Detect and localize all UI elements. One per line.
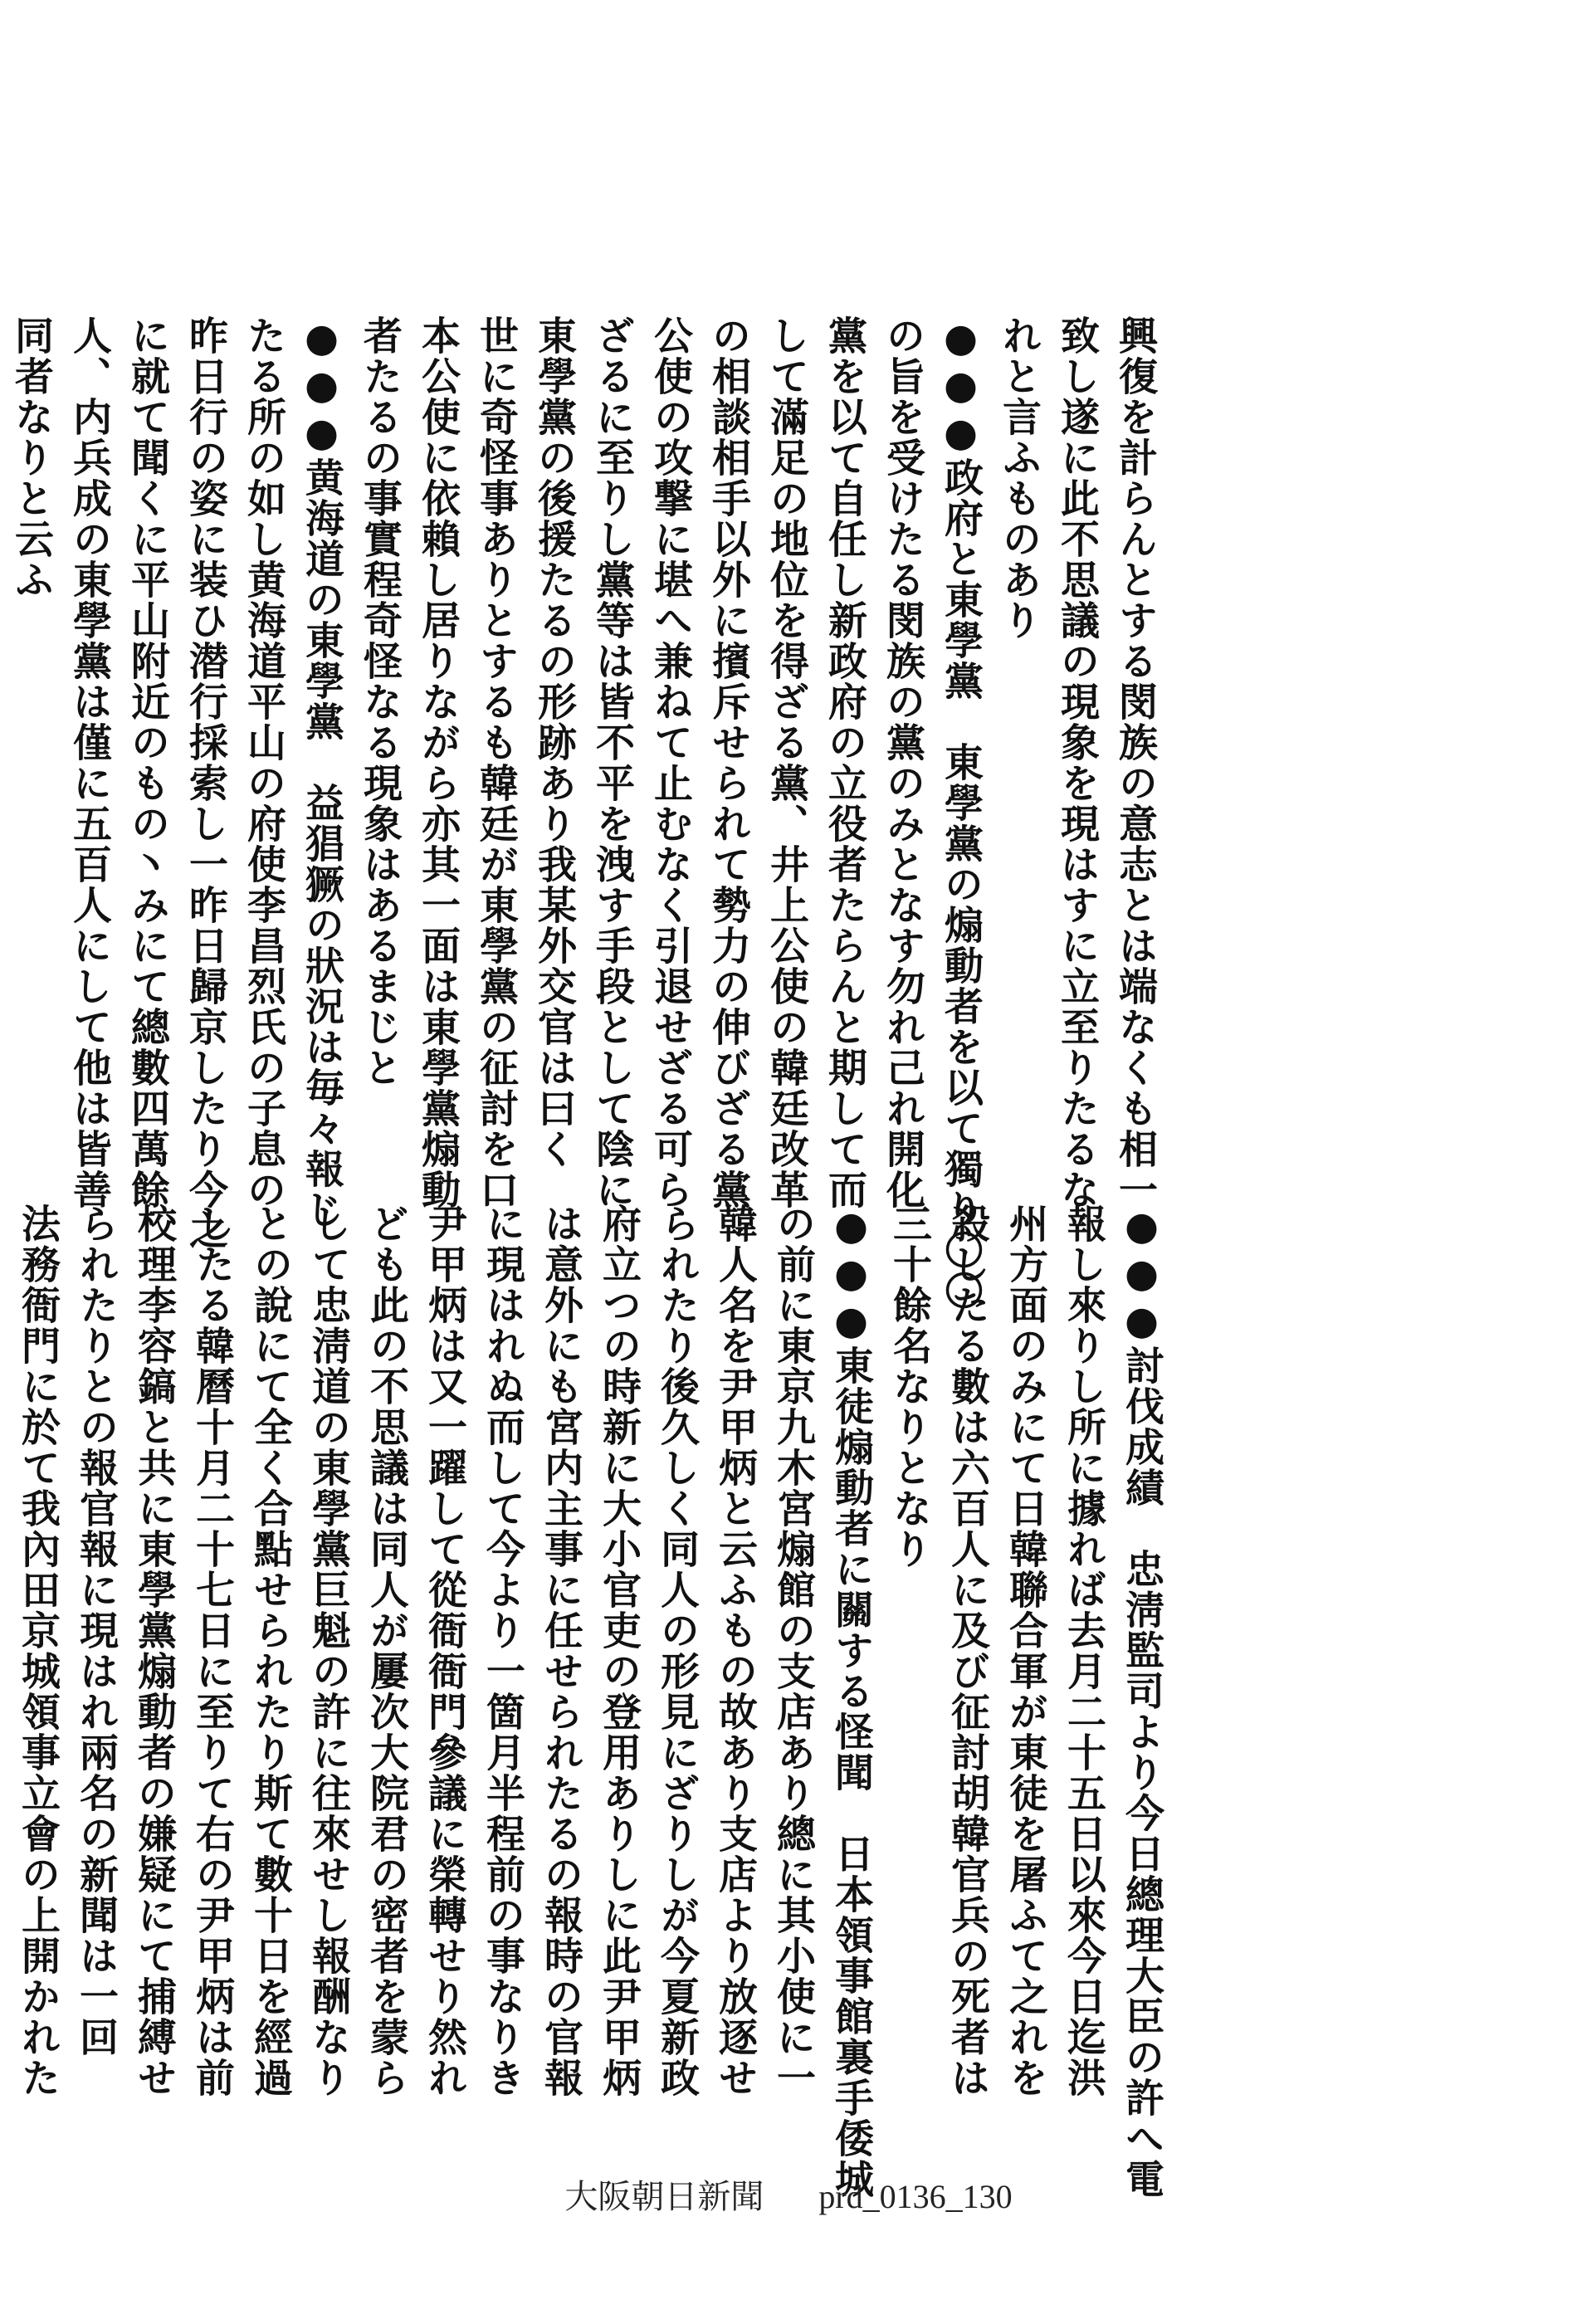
text-column: 州方面のみにて日韓聯合軍が東徒を屠ふて之れを bbox=[1003, 1204, 1048, 2098]
text-column: 府立つの時新に大小官吏の登用ありしに此尹甲炳 bbox=[596, 1204, 642, 2098]
article-top-block bbox=[8, 315, 1164, 1311]
text-column: 者たるの事實程奇怪なる現象はあるまじと bbox=[357, 315, 403, 1088]
text-column: に就て聞くに平山附近のもの丶みにて總數四萬餘 bbox=[124, 315, 170, 1210]
text-column: 黨を以て自任し新政府の立役者たらんと期して而 bbox=[822, 315, 867, 1210]
page-footer bbox=[0, 2170, 1577, 2218]
text-column: られたりとの報官報に現はれ兩名の新聞は一回 bbox=[73, 1204, 119, 2058]
text-column: の旨を受けたる閔族の黨のみとなす勿れ己れ開化 bbox=[880, 315, 925, 1210]
text-column: ざるに至りし黨等は皆不平を洩す手段として陰に bbox=[589, 315, 635, 1210]
page-identifier: prd_0136_130 bbox=[818, 2178, 1013, 2215]
text-column: 尹甲炳は又一躍して從衙衙門參議に榮轉せり然れ bbox=[422, 1204, 467, 2098]
text-column: 本公使に依賴し居りながら亦其一面は東學黨煽動 bbox=[415, 315, 461, 1210]
text-column: して忠淸道の東學黨巨魁の許に往來せし報酬なり bbox=[305, 1204, 351, 2098]
text-column: 人、内兵成の東學黨は僅に五百人にして他は皆善 bbox=[66, 315, 112, 1210]
text-column: 殺したる數は六百人に及び征討胡韓官兵の死者は bbox=[945, 1204, 990, 2098]
text-column: 三十餘名なりとなり bbox=[886, 1204, 932, 1570]
text-column: 同者なりと云ふ bbox=[8, 315, 54, 600]
text-column: して滿足の地位を得ざる黨、井上公使の韓廷改革 bbox=[764, 315, 809, 1210]
text-column: ●●●政府と東學黨 東學黨の煽動者を以て獨り〇〇 bbox=[938, 315, 984, 1311]
text-column: の前に東京九木宮煽館の支店あり總に其小使に一 bbox=[770, 1204, 816, 2098]
text-column: れと言ふものあり bbox=[996, 315, 1042, 641]
text-column: ●●●討伐成績 忠淸監司より今日總理大臣の許へ電 bbox=[1119, 1204, 1164, 2200]
text-column: 報し來りし所に據れば去月二十五日以來今日迄洪 bbox=[1061, 1204, 1106, 2098]
text-column: は意外にも宮内主事に任せられたるの報時の官報 bbox=[538, 1204, 583, 2098]
publication-name: 大阪朝日新聞 bbox=[564, 2178, 764, 2215]
text-column: 公使の攻撃に堪へ兼ねて止むなく引退せざる可ら bbox=[647, 315, 693, 1210]
text-column: 韓人名を尹甲炳と云ふもの故あり支店より放逐せ bbox=[712, 1204, 758, 2098]
text-column: ども此の不思議は同人が屢次大院君の密者を蒙ら bbox=[364, 1204, 409, 2098]
text-column: 興復を計らんとする閔族の意志とは端なくも相一 bbox=[1112, 315, 1158, 1210]
text-column: 校理李容鎬と共に東學黨煽動者の嫌疑にて捕縛せ bbox=[131, 1204, 177, 2098]
text-column: られたり後久しく同人の形見にざりしが今夏新政 bbox=[654, 1204, 700, 2098]
text-column: たる所の如し黄海道平山の府使李昌烈氏の子息の bbox=[241, 315, 286, 1210]
text-column: との說にて全く合點せられたり斯て數十日を經過 bbox=[247, 1204, 293, 2098]
text-column: ●●●黄海道の東學黨 益猖獗の狀況は毎々報じ bbox=[299, 315, 344, 1230]
text-column: 致し遂に此不思議の現象を現はすに立至りたるな bbox=[1054, 315, 1100, 1210]
text-column: 世に奇怪事ありとするも韓廷が東學黨の征討を口 bbox=[473, 315, 519, 1210]
text-column: に現はれぬ而して今より一箇月半程前の事なりき bbox=[480, 1204, 525, 2098]
text-column: 昨日行の姿に装ひ潜行採索し一昨日歸京したり今之 bbox=[183, 315, 228, 1251]
text-column: ●●●東徒煽動者に關する怪聞 日本領事館裏手倭城 bbox=[828, 1204, 874, 2200]
text-column: 法務衙門に於て我內田京城領事立會の上開かれた bbox=[15, 1204, 61, 2098]
text-column: 東學黨の後援たるの形跡あり我某外交官は曰く bbox=[531, 315, 577, 1169]
text-column: したる韓曆十月二十七日に至りて右の尹甲炳は前 bbox=[189, 1204, 235, 2098]
text-column: の相談相手以外に擯斥せられて勢力の伸びざる黨 bbox=[706, 315, 751, 1210]
